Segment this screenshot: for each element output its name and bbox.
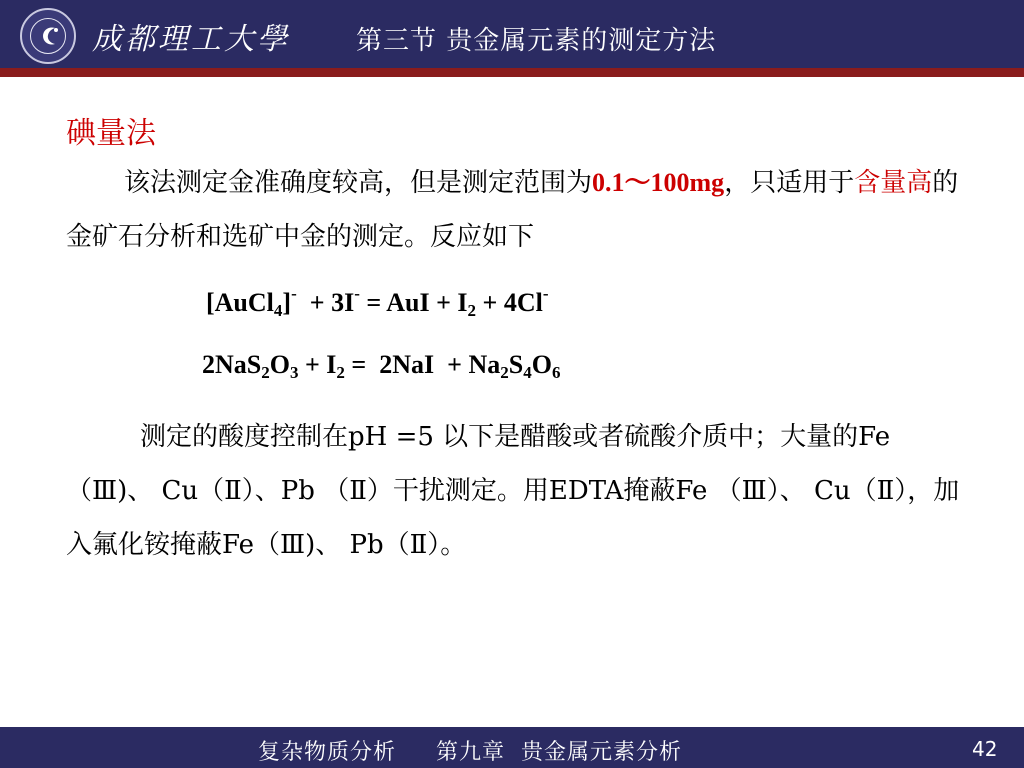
header-accent-bar	[0, 68, 1024, 77]
intro-paragraph	[66, 156, 966, 264]
highlight-text: 含量高	[854, 168, 933, 198]
intro-text-3: 的金矿石分析和选矿中金的测定。反应如下	[66, 168, 959, 252]
condition-text: 测定的酸度控制在pH =5 以下是醋酸或者硫酸介质中；大量的Fe（Ⅲ)、 Cu（Ⅱ）、Pb （Ⅱ）干扰测定。用EDTA掩蔽Fe （Ⅲ）、 Cu（Ⅱ），加入氟化铵掩蔽Fe（Ⅲ)、 Pb（Ⅱ）。	[66, 422, 960, 560]
course-chapter-label: 复杂物质分析 第九章 贵金属元素分析	[258, 740, 682, 765]
slide-title: 第三节 贵金属元素的测定方法	[356, 26, 717, 56]
range-value: 0.1～100mg	[592, 168, 725, 197]
equation-1: [AuCl$_4$]- + 3I- = AuI + $I_2 + 4Cl^-$	[206, 284, 549, 320]
swan-logo-icon	[35, 24, 63, 50]
page-number: 42	[972, 737, 998, 761]
equation-2: $2NaS_2O_3 + I_2 = 2NaI + Na_2S_4O_6$	[202, 350, 561, 382]
condition-paragraph	[66, 410, 966, 572]
university-logo	[20, 8, 76, 64]
slide-header	[0, 0, 1024, 68]
slide-footer	[0, 727, 1024, 768]
university-name: 成都理工大學	[92, 22, 290, 57]
intro-text-1: 该法测定金准确度较高，但是测定范围为	[124, 168, 593, 198]
section-title: 碘量法	[66, 116, 156, 151]
intro-text-2: ，只适用于	[724, 168, 855, 198]
